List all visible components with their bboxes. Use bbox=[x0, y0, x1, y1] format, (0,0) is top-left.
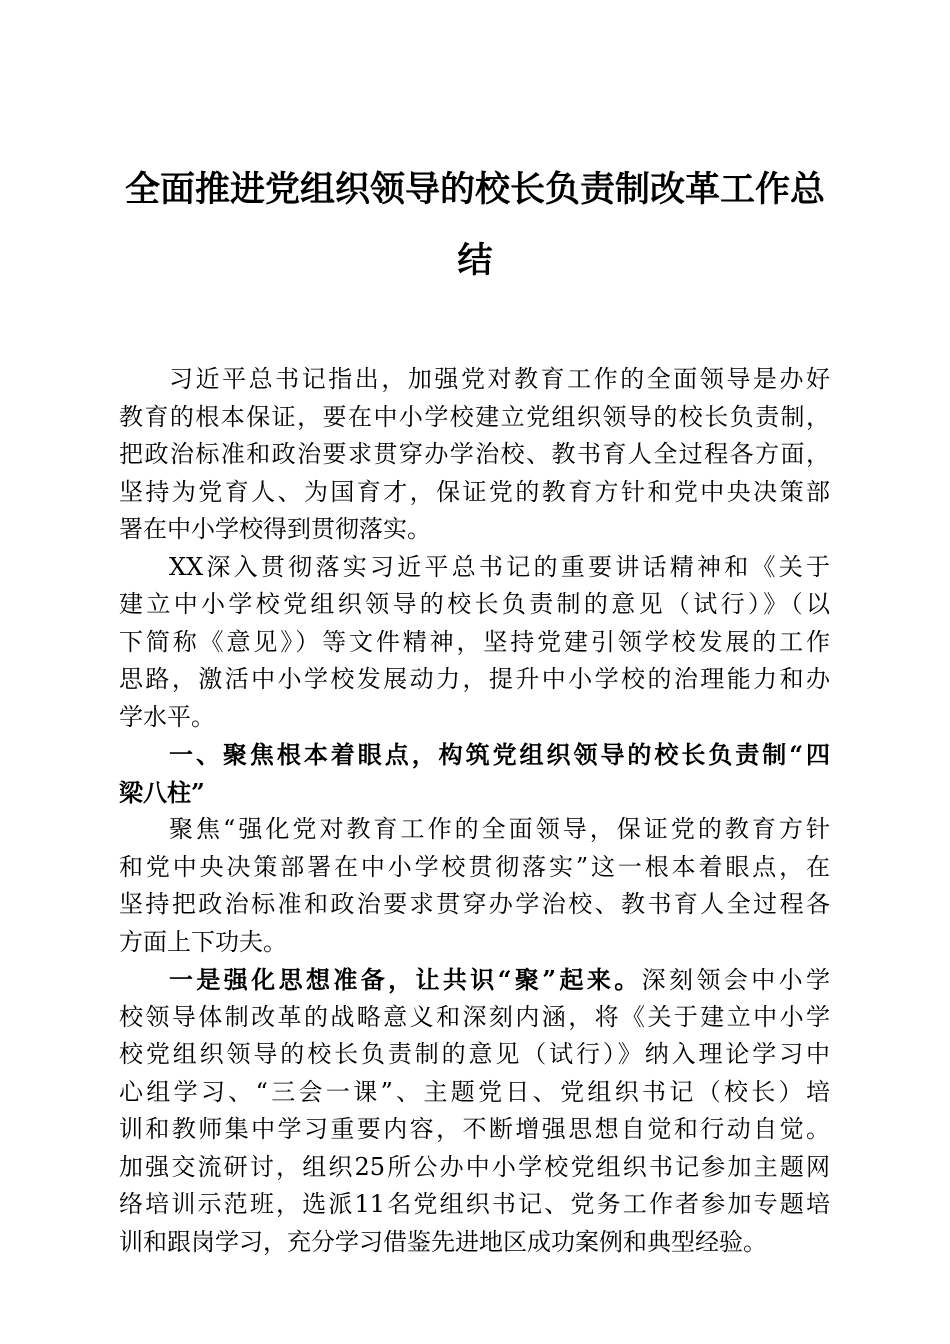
body-line: 校领导体制改革的战略意义和深刻内涵，将《关于建立中小学 bbox=[119, 1002, 830, 1031]
document-body bbox=[119, 361, 830, 1261]
body-line: 坚持为党育人、为国育才，保证党的教育方针和党中央决策部 bbox=[119, 477, 830, 506]
body-line: 校党组织领导的校长负责制的意见（试行）》纳入理论学习中 bbox=[119, 1040, 830, 1068]
body-line: 加强交流研讨，组织25所公办中小学校党组织书记参加主题网 bbox=[119, 1152, 830, 1181]
body-line: 建立中小学校党组织领导的校长负责制的意见（试行）》（以 bbox=[119, 590, 830, 618]
document-title-line-2: 结 bbox=[457, 240, 493, 281]
body-line: 训和教师集中学习重要内容，不断增强思想自觉和行动自觉。 bbox=[119, 1115, 830, 1143]
body-line: 和党中央决策部署在中小学校贯彻落实”这一根本着眼点，在 bbox=[119, 852, 830, 881]
section-heading-line: 梁八柱” bbox=[119, 777, 205, 807]
body-line: 署在中小学校得到贯彻落实。 bbox=[119, 515, 431, 543]
body-line: 络培训示范班，选派11名党组织书记、党务工作者参加专题培 bbox=[119, 1190, 830, 1218]
document-title-line-1: 全面推进党组织领导的校长负责制改革工作总 bbox=[124, 169, 825, 210]
body-line: 聚焦“强化党对教育工作的全面领导，保证党的教育方针 bbox=[169, 815, 830, 843]
subheading-bold-text: 一是强化思想准备，让共识“聚”起来。 bbox=[169, 965, 642, 994]
subheading-normal-text: 深刻领会中小学 bbox=[641, 966, 831, 994]
body-line: 思路，激活中小学校发展动力，提升中小学校的治理能力和办 bbox=[119, 665, 830, 693]
section-heading-line: 一、聚焦根本着眼点，构筑党组织领导的校长负责制“四 bbox=[169, 740, 830, 769]
body-line: 学水平。 bbox=[119, 702, 215, 731]
body-line: 方面上下功夫。 bbox=[119, 927, 287, 956]
body-line: 习近平总书记指出，加强党对教育工作的全面领导是办好 bbox=[169, 365, 830, 393]
body-line: 心组学习、“三会一课”、主题党日、党组织书记（校长）培 bbox=[119, 1077, 830, 1106]
body-line: XX深入贯彻落实习近平总书记的重要讲话精神和《关于 bbox=[169, 552, 830, 581]
body-line: 教育的根本保证，要在中小学校建立党组织领导的校长负责制， bbox=[119, 402, 830, 431]
body-line: 把政治标准和政治要求贯穿办学治校、教书育人全过程各方面， bbox=[119, 440, 830, 468]
mixed-line bbox=[119, 961, 830, 999]
body-line: 训和跟岗学习，充分学习借鉴先进地区成功案例和典型经验。 bbox=[119, 1227, 767, 1256]
body-line: 下简称《意见》）等文件精神，坚持党建引领学校发展的工作 bbox=[119, 627, 830, 656]
body-line: 坚持把政治标准和政治要求贯穿办学治校、教书育人全过程各 bbox=[119, 890, 830, 918]
